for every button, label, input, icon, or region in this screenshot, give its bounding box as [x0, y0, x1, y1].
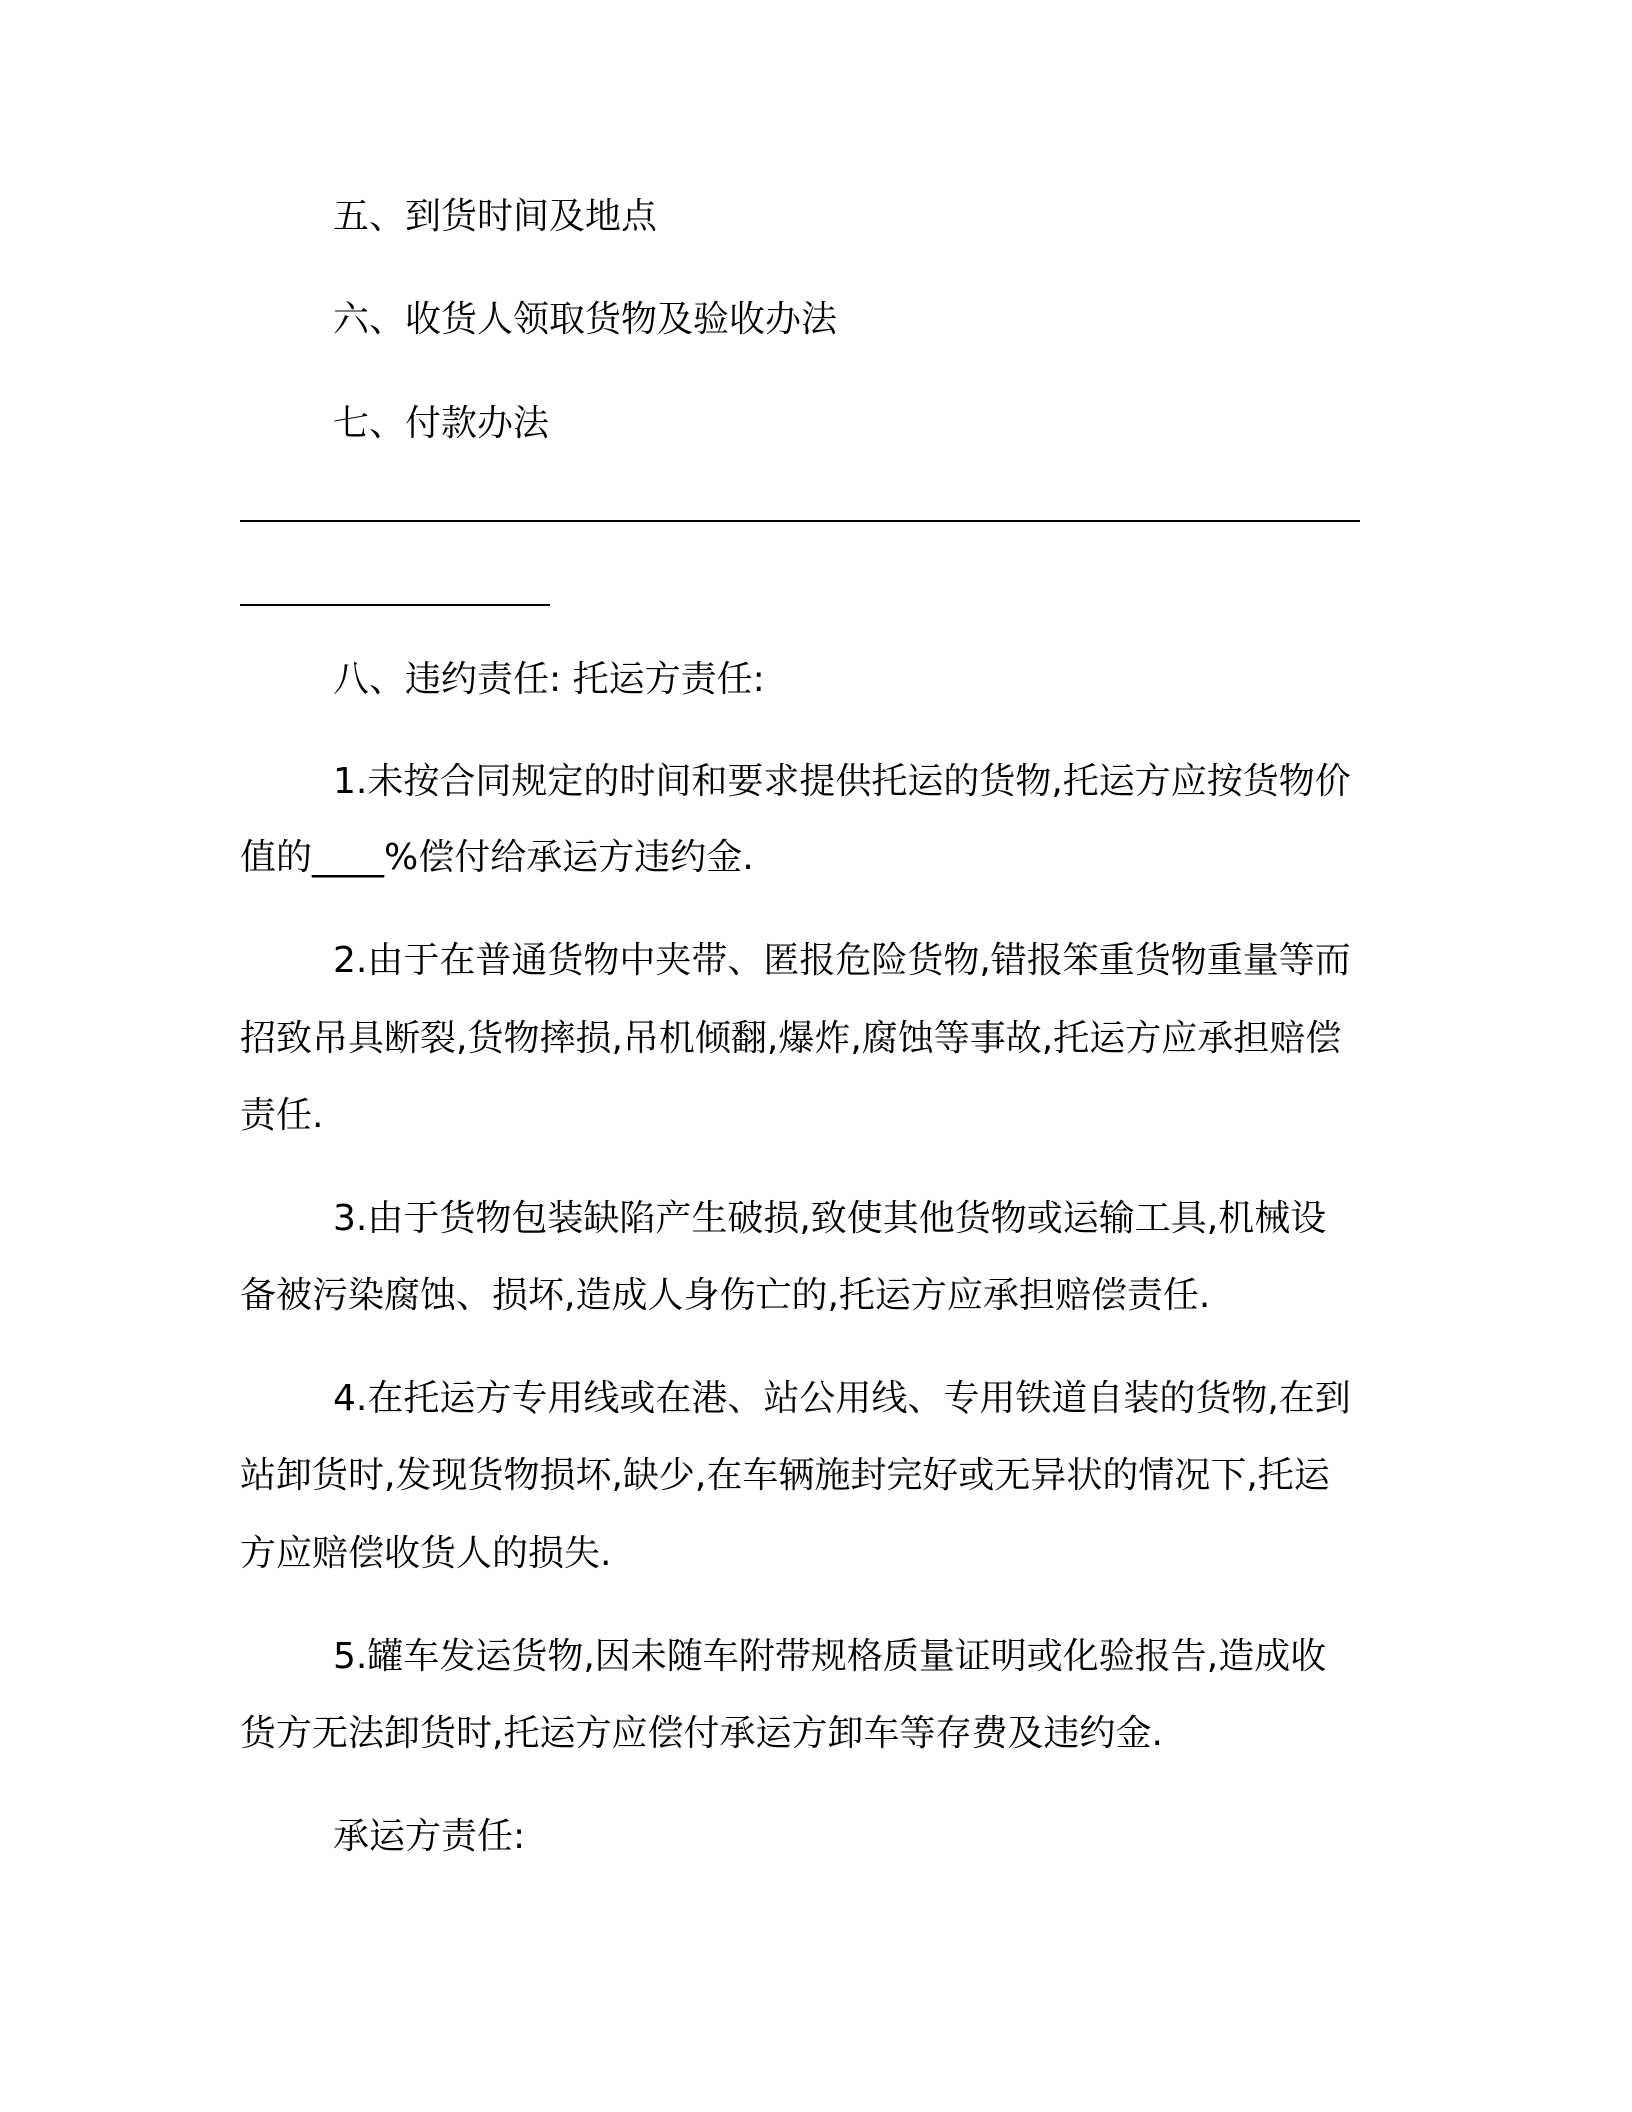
document-page: 五、到货时间及地点 六、收货人领取货物及验收办法 七、付款办法 八、违约责任: 托运方责任: 1.未按合同规定的时间和要求提供托运的货物,托运方应按货物价 值的____%偿付给承运方违约金. 2.由于在普通货物中夹带、匿报危险货物,错报笨重货物重量等而 招致吊具断裂,货物摔损,吊机倾翻,爆炸,腐蚀等事故,托运方应承担赔偿 责任. 3.由于货物包装缺陷产生破损,致使其他货物或运输工具,机械设 备被污染腐蚀、损坏,造成人身伤亡的,托运方应承担赔偿责任. 4.在托运方专用线或在港、站公用线、专用铁道自装的货物,在到 站卸货时,发现货物损坏,缺少,在车辆施封完好或无异状的情况下,托运 方应赔偿收货人的损失. 5.罐车发运货物,因未随车附带规格质量证明或化验报告,造成收 货方无法卸货时,托运方应偿付承运方卸车等存费及违约金. 承运方责任: [0, 0, 1632, 2112]
carrier-responsibility-heading: 承运方责任: [333, 1816, 526, 1857]
section-5-heading: 五、到货时间及地点 [333, 196, 658, 237]
payment-blank-line-2 [240, 604, 550, 606]
payment-blank-line-1 [240, 520, 1360, 522]
section-6-heading: 六、收货人领取货物及验收办法 [333, 299, 838, 340]
section-8-heading: 八、违约责任: 托运方责任: [333, 659, 765, 700]
section-7-heading: 七、付款办法 [333, 403, 550, 444]
